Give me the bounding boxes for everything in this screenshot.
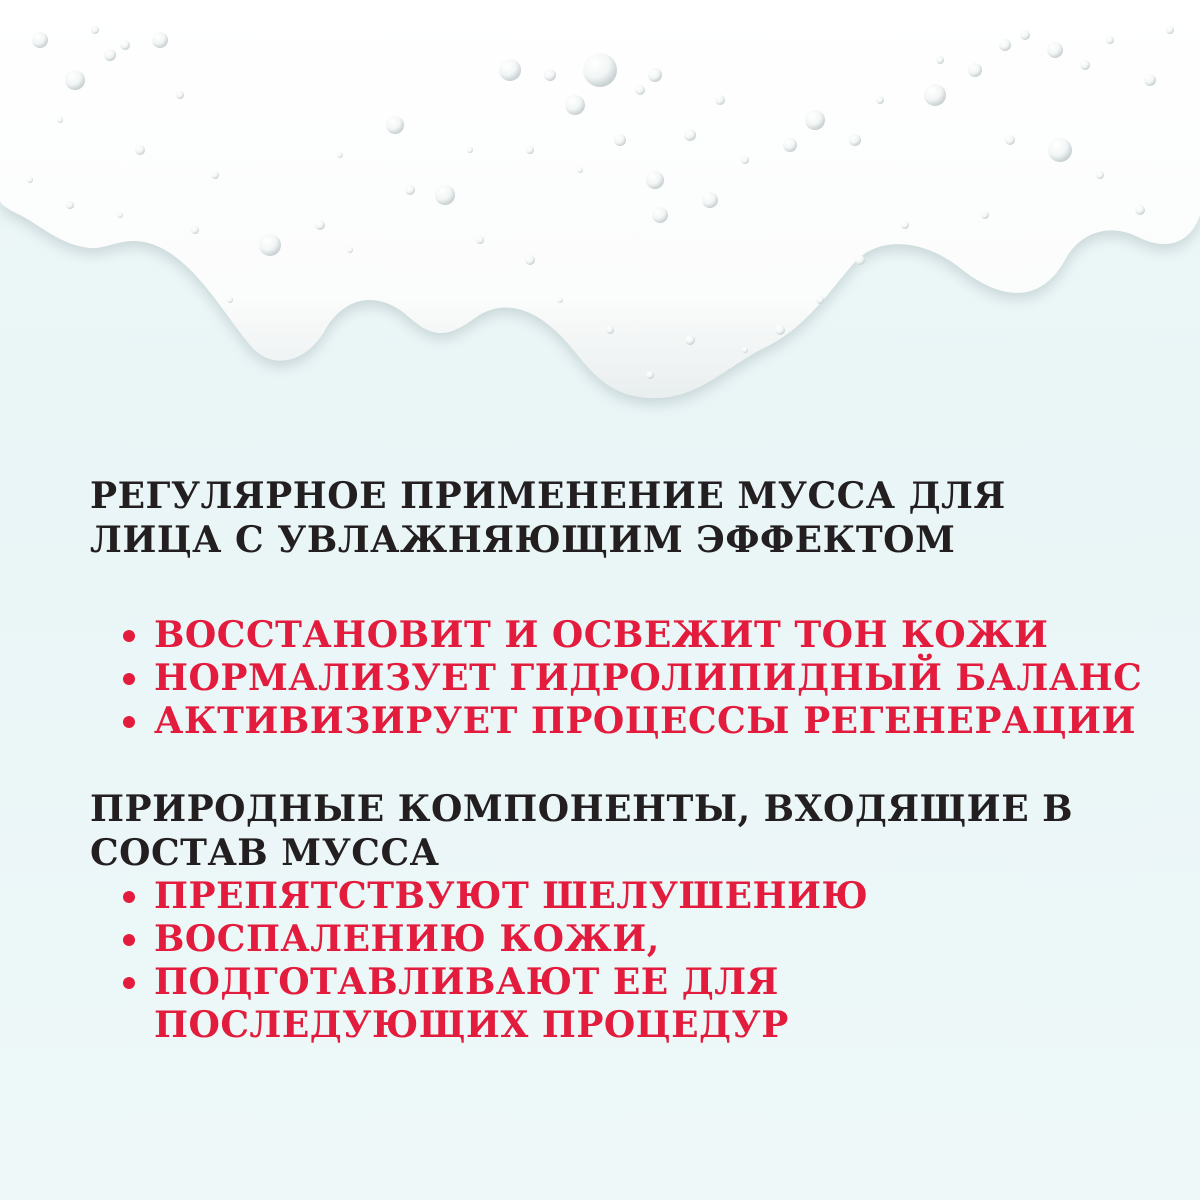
list-item <box>120 961 1150 1047</box>
list-item <box>120 875 1150 918</box>
list-item-text: ВОССТАНОВИТ И ОСВЕЖИТ ТОН КОЖИ <box>154 614 1049 656</box>
list-item <box>120 700 1150 743</box>
section2-heading: ПРИРОДНЫЕ КОМПОНЕНТЫ, ВХОДЯЩИЕ В СОСТАВ МУССА <box>90 788 1074 874</box>
bullet-dot-icon <box>123 934 135 946</box>
bullet-dot-icon <box>123 630 135 642</box>
main-content <box>90 474 1150 1047</box>
list-item <box>120 918 1150 961</box>
bullet-dot-icon <box>123 977 135 989</box>
list-item-text: АКТИВИЗИРУЕТ ПРОЦЕССЫ РЕГЕНЕРАЦИИ <box>154 700 1137 742</box>
section2-list <box>90 875 1150 1047</box>
bullet-dot-icon <box>123 673 135 685</box>
section1-list <box>90 614 1150 743</box>
bullet-dot-icon <box>123 716 135 728</box>
list-item-text: ВОСПАЛЕНИЮ КОЖИ, <box>154 918 660 960</box>
section1-heading: РЕГУЛЯРНОЕ ПРИМЕНЕНИЕ МУССА ДЛЯ ЛИЦА С УВЛАЖНЯЮЩИМ ЭФФЕКТОМ <box>90 475 1006 561</box>
list-item <box>120 614 1150 657</box>
bullet-dot-icon <box>123 891 135 903</box>
list-item-text: ПРЕПЯТСТВУЮТ ШЕЛУШЕНИЮ <box>154 875 869 917</box>
list-item-text: ПОДГОТАВЛИВАЮТ ЕЕ ДЛЯ ПОСЛЕДУЮЩИХ ПРОЦЕДУР <box>154 961 789 1046</box>
list-item-text: НОРМАЛИЗУЕТ ГИДРОЛИПИДНЫЙ БАЛАНС <box>154 657 1143 699</box>
list-item <box>120 657 1150 700</box>
foam-decoration <box>0 0 1200 460</box>
